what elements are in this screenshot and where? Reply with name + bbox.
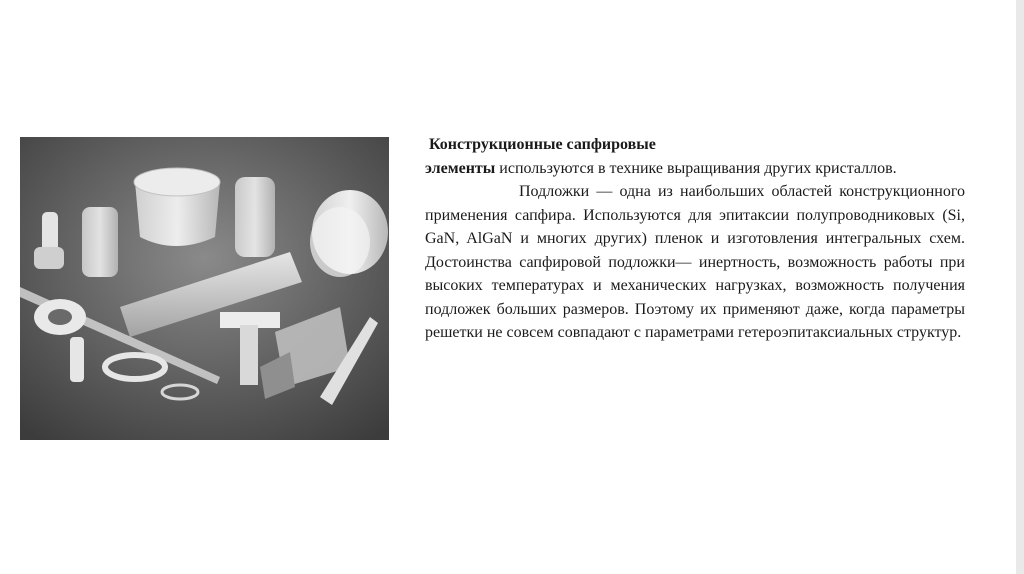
right-edge-bar bbox=[1016, 0, 1024, 574]
sapphire-elements-photo bbox=[20, 137, 389, 440]
heading-title-line2-rest: используются в технике выращивания других кристаллов. bbox=[495, 159, 897, 177]
text-block bbox=[425, 133, 965, 345]
heading-title-line1: Конструкционные сапфировые bbox=[425, 136, 656, 153]
heading-title-line2-bold: элементы bbox=[425, 159, 496, 177]
heading-paragraph bbox=[425, 133, 965, 180]
body-paragraph: Подложки — одна из наибольших областей конструкционного применения сапфира. Используются для эпитаксии полупроводниковых (Si, GaN, AlGaN и многих других) пленок и изготовления интегральных схем. Достоинства сапфировой подложки— инертность, возможность работы при высоких температурах и механических нагрузках, возможность получения подложек больших размеров. Поэтому их применяют даже, когда параметры решетки не совсем совпадают с параметрами гетероэпитаксиальных структур. bbox=[425, 183, 965, 341]
sapphire-elements-illustration bbox=[20, 137, 389, 440]
